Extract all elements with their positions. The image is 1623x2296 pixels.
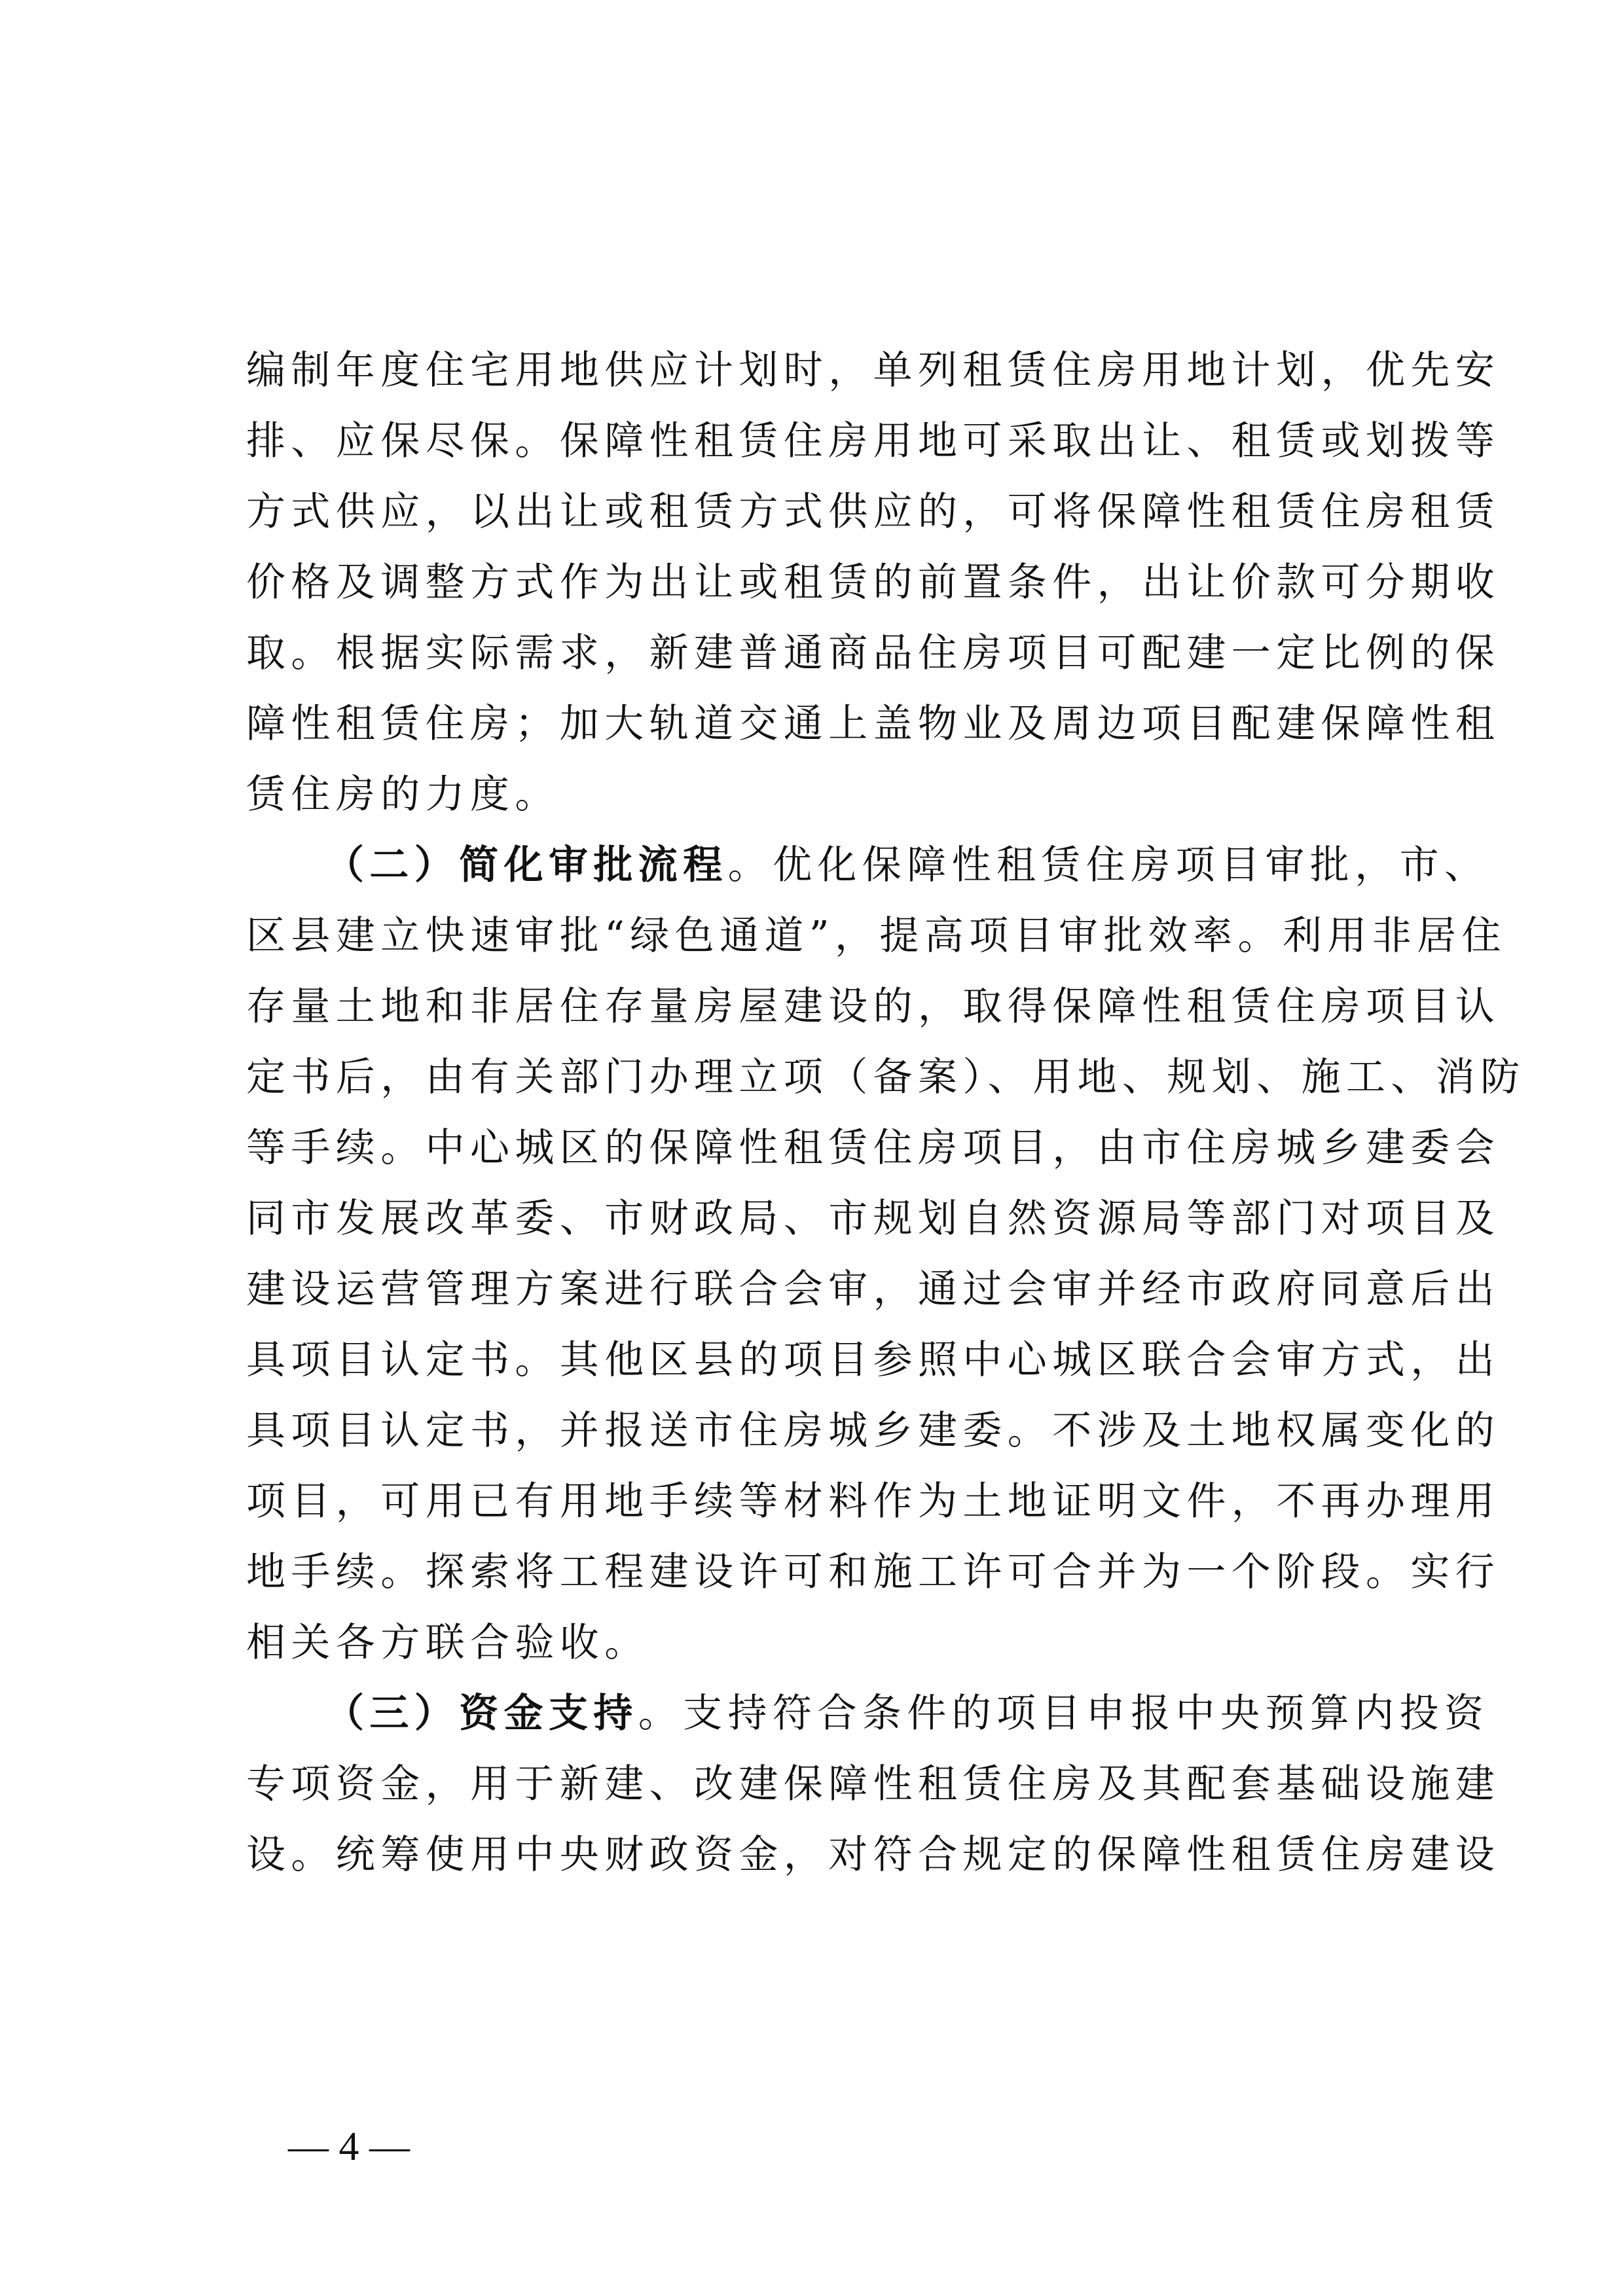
- text-line: 建设运营管理方案进行联合会审，通过会审并经市政府同意后出: [246, 1266, 1501, 1312]
- text-segment: 。优化保障性租赁住房项目审批，市、: [727, 842, 1489, 888]
- text-line: 等手续。中心城区的保障性租赁住房项目，由市住房城乡建委会: [246, 1125, 1501, 1171]
- text-line: 赁住房的力度。: [246, 772, 560, 817]
- text-line: 具项目认定书。其他区县的项目参照中心城区联合会审方式，出: [246, 1337, 1501, 1383]
- text-line: 取。根据实际需求，新建普通商品住房项目可配建一定比例的保: [246, 630, 1501, 676]
- paragraph-land-supply: [246, 335, 1501, 830]
- text-line: 专项资金，用于新建、改建保障性租赁住房及其配套基础设施建: [246, 1761, 1501, 1807]
- text-line: 价格及调整方式作为出让或租赁的前置条件，出让价款可分期收: [246, 560, 1501, 605]
- paragraph-first-line: [246, 830, 1489, 901]
- text-line: 设。统筹使用中央财政资金，对符合规定的保障性租赁住房建设: [246, 1832, 1501, 1878]
- paragraph-funding-support: [246, 1678, 1501, 1890]
- text-line: 编制年度住宅用地供应计划时，单列租赁住房用地计划，优先安: [246, 348, 1501, 393]
- text-line: 地手续。探索将工程建设许可和施工许可合并为一个阶段。实行: [246, 1549, 1501, 1595]
- text-line: 障性租赁住房；加大轨道交通上盖物业及周边项目配建保障性租: [246, 701, 1501, 747]
- text-line: 区县建立快速审批“绿色通道”，提高项目审批效率。利用非居住: [246, 913, 1506, 959]
- paragraph-first-line: [246, 1678, 1489, 1749]
- text-line: 同市发展改革委、市财政局、市规划自然资源局等部门对项目及: [246, 1196, 1501, 1242]
- section-heading: （三）资金支持: [325, 1691, 638, 1736]
- section-heading: （二）简化审批流程: [325, 842, 728, 888]
- text-segment: 。支持符合条件的项目申报中央预算内投资: [638, 1691, 1489, 1736]
- text-line: 定书后，由有关部门办理立项（备案）、用地、规划、施工、消防: [246, 1054, 1525, 1100]
- text-line: 项目，可用已有用地手续等材料作为土地证明文件，不再办理用: [246, 1479, 1501, 1524]
- text-line: 存量土地和非居住存量房屋建设的，取得保障性租赁住房项目认: [246, 984, 1501, 1030]
- text-line: 方式供应，以出让或租赁方式供应的，可将保障性租赁住房租赁: [246, 489, 1501, 535]
- page-number: — 4 —: [288, 2125, 410, 2169]
- text-line: 排、应保尽保。保障性租赁住房用地可采取出让、租赁或划拨等: [246, 418, 1501, 464]
- body-text: [246, 335, 1525, 1890]
- text-line: 具项目认定书，并报送市住房城乡建委。不涉及土地权属变化的: [246, 1408, 1501, 1454]
- text-line: 相关各方联合验收。: [246, 1620, 649, 1666]
- paragraph-approval-process: [246, 830, 1525, 1678]
